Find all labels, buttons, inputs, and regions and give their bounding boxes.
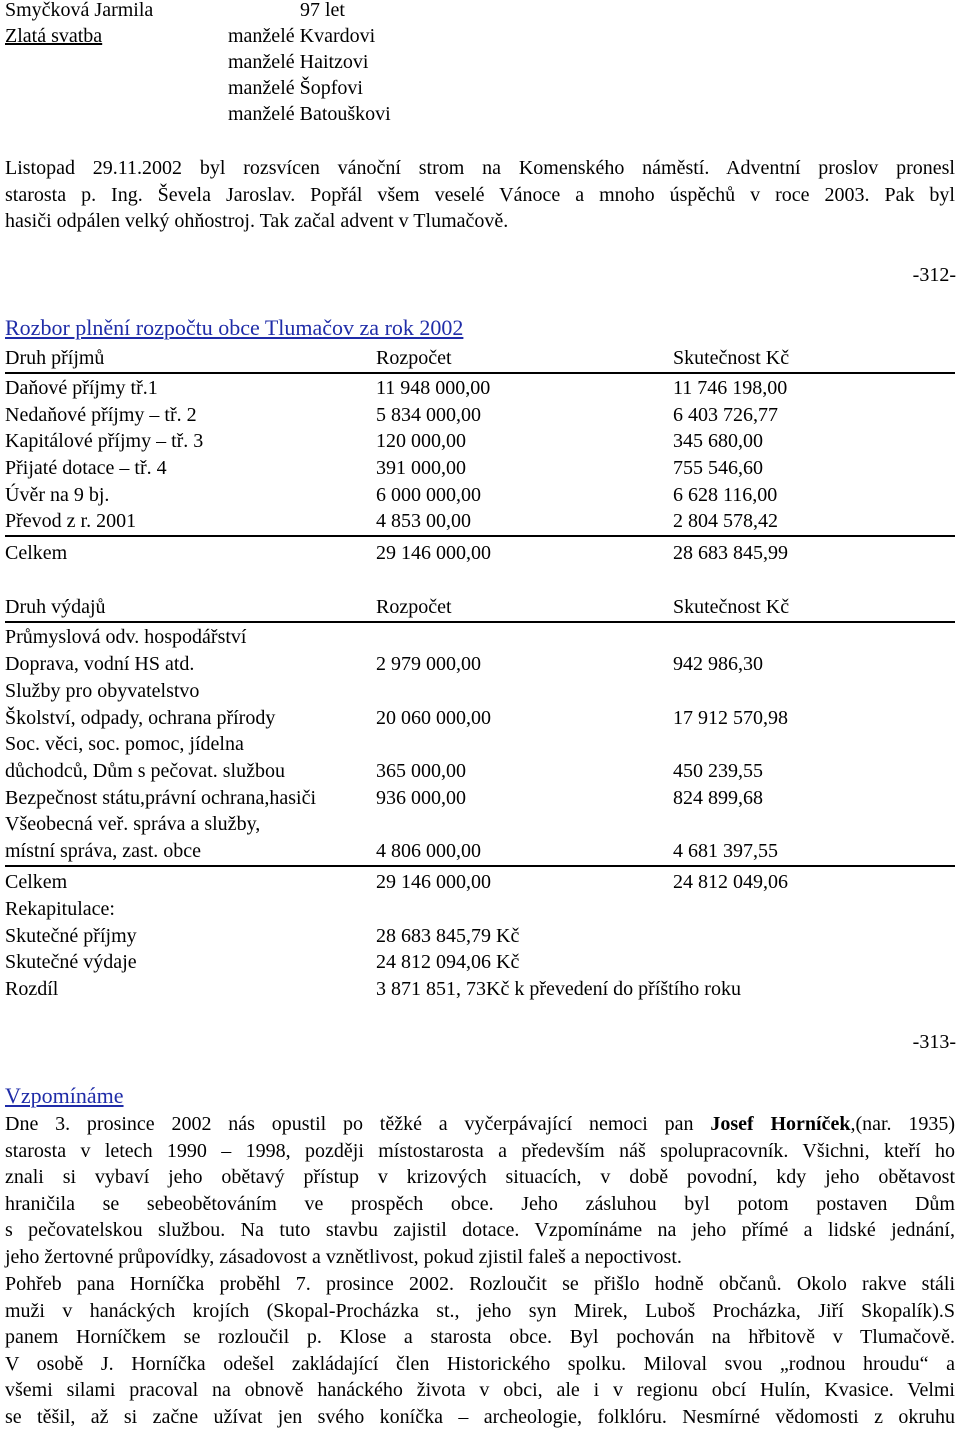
memorial-paragraph-1 (5, 1111, 955, 1271)
budget-title: Rozbor plnění rozpočtu obce Tlumačov za rok 2002 (5, 315, 464, 340)
paragraph-line: panem Horníčkem se rozloučil p. Klose a starosta obce. Byl pochován na hřbitově v Tlumačově. (5, 1326, 955, 1349)
paragraph-line: jeho žertovné průpovídky, zásadovost a vznětlivost, pokud zjistil faleš a nepoctivost. (5, 1245, 682, 1268)
expense-row-budget: 4 806 000,00 (376, 840, 481, 862)
income-row-actual: 11 746 198,00 (673, 377, 788, 399)
income-row-budget: 5 834 000,00 (376, 404, 481, 426)
income-total-actual: 28 683 845,99 (673, 542, 788, 564)
couple-2: manželé Haitzovi (228, 51, 369, 73)
paragraph-line: všemi silami pracoval na obnově hanáckého života v obci, ale i v regionu obcí Hulín, Kvasice. Velmi (5, 1379, 955, 1402)
paragraph-line: se těšil, až si začne užívat jen svého koníčka – archeologie, folklóru. Nesmírné vědomosti z okruhu (5, 1405, 955, 1428)
memorial-line1-text: Dne 3. prosince 2002 nás opustil po těžké a vyčerpávající nemoci pan (5, 1113, 711, 1135)
expense-row-budget: 936 000,00 (376, 787, 466, 809)
expense-header-actual: Skutečnost Kč (673, 596, 790, 618)
couple-4: manželé Batouškovi (228, 103, 391, 125)
jubilee-age: 97 let (300, 0, 345, 21)
paragraph-line: Pohřeb pana Horníčka proběhl 7. prosince 2002. Rozloučit se přišlo hodně občanů. Okolo rakve stáli (5, 1273, 955, 1295)
income-row-actual: 345 680,00 (673, 430, 763, 452)
income-row-label: Nedaňové příjmy – tř. 2 (5, 404, 197, 426)
recap-row-value: 3 871 851, 73Kč k převedení do příštího roku (376, 978, 741, 1000)
income-header-budget: Rozpočet (376, 347, 452, 369)
income-row-label: Kapitálové příjmy – tř. 3 (5, 430, 204, 452)
recap-row-label: Skutečné příjmy (5, 925, 137, 947)
income-row-actual: 6 403 726,77 (673, 404, 778, 426)
couple-3: manželé Šopfovi (228, 77, 363, 99)
expense-total-rule (5, 865, 955, 867)
income-row-budget: 391 000,00 (376, 457, 466, 479)
income-header-rule (5, 372, 955, 374)
paragraph-line: Listopad 29.11.2002 byl rozsvícen vánoční strom na Komenského náměstí. Adventní proslov pronesl (5, 157, 955, 179)
jubilee-name: Smyčková Jarmila (5, 0, 154, 21)
expense-row-budget: 365 000,00 (376, 760, 466, 782)
expense-row-budget: 20 060 000,00 (376, 707, 491, 729)
golden-wedding-title: Zlatá svatba (5, 25, 103, 47)
expense-row-label: důchodců, Dům s pečovat. službou (5, 760, 285, 782)
november-paragraph (5, 155, 955, 235)
memorial-line1-birth: ,(nar. 1935) (850, 1113, 956, 1135)
income-row-budget: 4 853 00,00 (376, 510, 471, 532)
income-total-label: Celkem (5, 542, 68, 564)
expense-row-label: Všeobecná veř. správa a služby, (5, 813, 261, 835)
recap-row-label: Rozdíl (5, 978, 59, 1000)
couple-1: manželé Kvardovi (228, 25, 376, 47)
paragraph-line: hasiči odpálen velký ohňostroj. Tak začal advent v Tlumačově. (5, 210, 509, 232)
paragraph-line: starosta p. Ing. Ševela Jaroslav. Popřál všem veselé Vánoce a mnoho úspěchů v roce 2003. Pak byl (5, 183, 955, 206)
income-row-label: Převod z r. 2001 (5, 510, 137, 532)
deceased-name: Josef Horníček (710, 1113, 851, 1135)
income-total-rule (5, 535, 955, 537)
expense-row-label: Průmyslová odv. hospodářství (5, 626, 247, 648)
expense-row-label: Doprava, vodní HS atd. (5, 653, 195, 675)
expense-row-label: Služby pro obyvatelstvo (5, 680, 200, 702)
income-total-budget: 29 146 000,00 (376, 542, 491, 564)
paragraph-line (5, 1111, 955, 1138)
paragraph-line: s pečovatelskou službou. Na tuto stavbu zajistil dotace. Vzpomínáme na jeho přímé a lidské jednání, (5, 1219, 955, 1242)
paragraph-line: znali si vybaví jeho obětavý přístup v krizových situacích, v době povodní, kdy jeho obětavost (5, 1166, 955, 1189)
expense-row-actual: 824 899,68 (673, 787, 763, 809)
income-row-label: Úvěr na 9 bj. (5, 484, 110, 506)
paragraph-line: starosta v letech 1990 – 1998, později místostarosta a především náš spolupracovník. Všichni, kteří ho (5, 1139, 955, 1162)
memorial-title: Vzpomínáme (5, 1083, 124, 1108)
income-row-budget: 6 000 000,00 (376, 484, 481, 506)
expense-header-type: Druh výdajů (5, 596, 106, 618)
expense-total-label: Celkem (5, 871, 68, 893)
expense-total-actual: 24 812 049,06 (673, 871, 788, 893)
expense-header-rule (5, 621, 955, 623)
expense-row-label: místní správa, zast. obce (5, 840, 202, 862)
income-row-label: Daňové příjmy tř.1 (5, 377, 158, 399)
expense-row-label: Bezpečnost státu,právní ochrana,hasiči (5, 787, 316, 809)
expense-row-label: Soc. věci, soc. pomoc, jídelna (5, 733, 244, 755)
recap-row-value: 28 683 845,79 Kč (376, 925, 520, 947)
income-row-actual: 2 804 578,42 (673, 510, 778, 532)
expense-row-label: Školství, odpady, ochrana přírody (5, 707, 276, 729)
memorial-paragraph-2 (5, 1271, 955, 1431)
income-row-label: Přijaté dotace – tř. 4 (5, 457, 167, 479)
expense-row-budget: 2 979 000,00 (376, 653, 481, 675)
income-row-budget: 120 000,00 (376, 430, 466, 452)
expense-total-budget: 29 146 000,00 (376, 871, 491, 893)
income-row-actual: 6 628 116,00 (673, 484, 778, 506)
page-number-312: -312- (912, 264, 956, 286)
expense-row-actual: 17 912 570,98 (673, 707, 788, 729)
income-row-actual: 755 546,60 (673, 457, 763, 479)
income-header-type: Druh příjmů (5, 347, 105, 369)
paragraph-line: muži v hanáckých krojích (Skopal-Procházka st., jeho syn Mirek, Luboš Procházka, Jiří Skopalík).S (5, 1299, 955, 1322)
paragraph-line: V osobě J. Horníčka odešel zakládající člen Historického spolku. Miloval svou „rodnou hroudu“ a (5, 1352, 955, 1375)
recap-row-value: 24 812 094,06 Kč (376, 951, 520, 973)
expense-header-budget: Rozpočet (376, 596, 452, 618)
income-header-actual: Skutečnost Kč (673, 347, 790, 369)
recap-label: Rekapitulace: (5, 898, 115, 920)
expense-row-actual: 450 239,55 (673, 760, 763, 782)
recap-row-label: Skutečné výdaje (5, 951, 137, 973)
page-number-313: -313- (912, 1031, 956, 1053)
expense-row-actual: 4 681 397,55 (673, 840, 778, 862)
paragraph-line: hraničila se sebeobětováním ve prospěch obce. Jeho zásluhou byl potom postaven Dům (5, 1192, 955, 1215)
income-row-budget: 11 948 000,00 (376, 377, 491, 399)
expense-row-actual: 942 986,30 (673, 653, 763, 675)
